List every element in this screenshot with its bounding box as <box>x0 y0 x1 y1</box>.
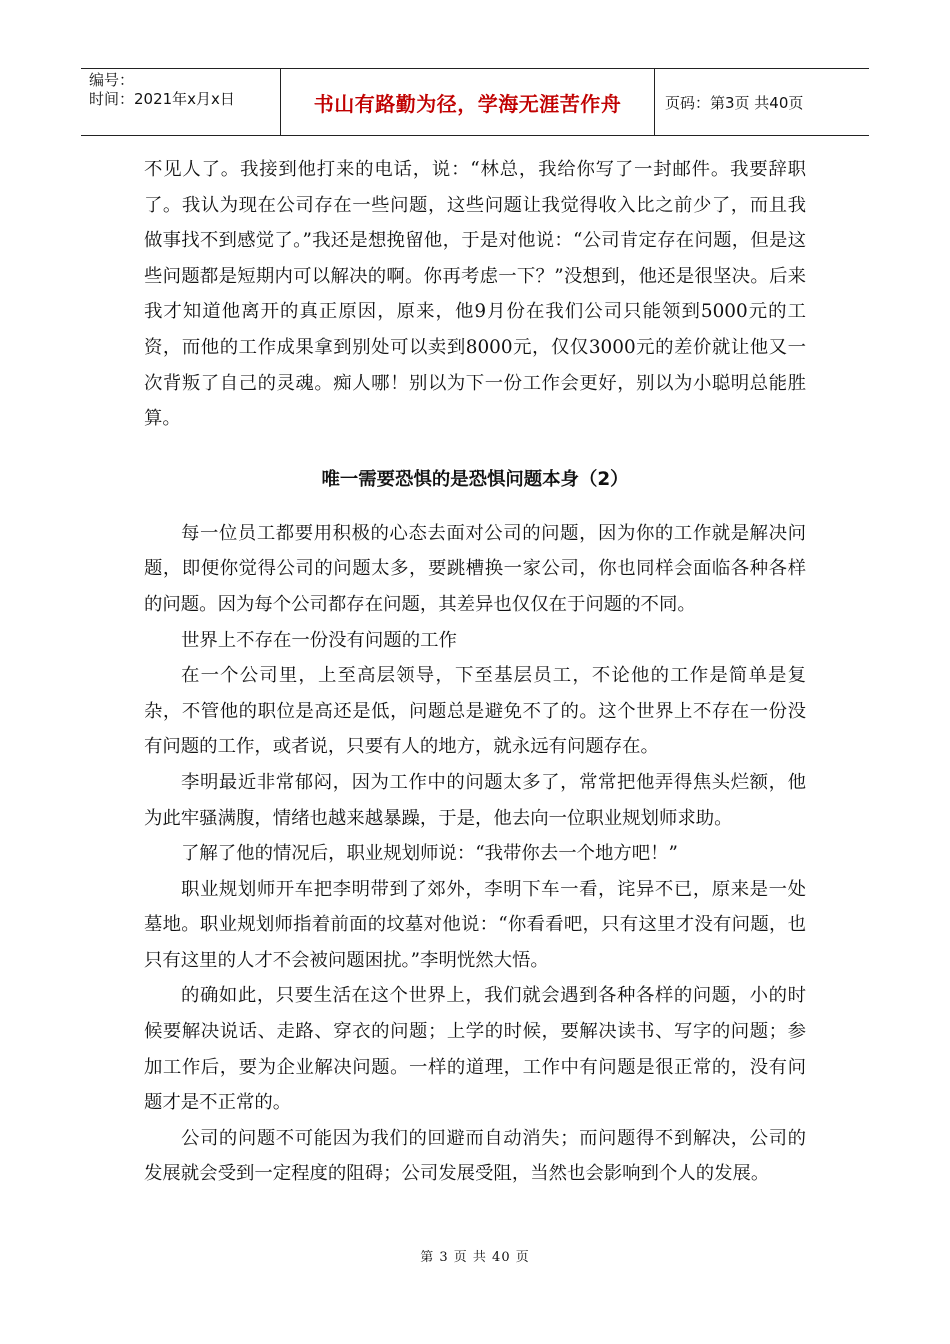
paragraph: 的确如此，只要生活在这个世界上，我们就会遇到各种各样的问题，小的时候要解决说话、走路、穿衣的问题；上学的时候，要解决读书、写字的问题；参加工作后，要为企业解决问题。一样的道理，工作中有问题是很正常的，没有问题才是不正常的。 <box>144 985 806 1114</box>
page-info: 页码：第3页 共40页 <box>665 93 804 112</box>
section-heading: 唯一需要恐惧的是恐惧问题本身（2） <box>321 468 629 490</box>
continued-paragraph: 不见人了。我接到他打来的电话，说：“林总，我给你写了一封邮件。我要辞职了。我认为现在公司存在一些问题，这些问题让我觉得收入比之前少了，而且我做事找不到感觉了。”我还是想挽留他，于是对他说：“公司肯定存在问题，但是这些问题都是短期内可以解决的啊。你再考虑一下？”没想到，他还是很坚决。后来我才知道他离开的真正原因，原来，他9月份在我们公司只能领到5000元的工资，而他的工作成果拿到别处可以卖到8000元，仅仅3000元的差价就让他又一次背叛了自己的灵魂。痴人哪！别以为下一份工作会更好，别以为小聪明总能胜算。 <box>144 159 806 430</box>
header-meta-cell <box>81 69 281 135</box>
paragraph: 职业规划师开车把李明带到了郊外，李明下车一看，诧异不已，原来是一处墓地。职业规划师指着前面的坟墓对他说：“你看看吧，只有这里才没有问题，也只有这里的人才不会被问题困扰。”李明恍然大悟。 <box>144 878 806 971</box>
page-header <box>81 68 869 136</box>
motto-text: 书山有路勤为径，学海无涯苦作舟 <box>313 91 622 116</box>
header-page-cell <box>655 69 869 135</box>
section-gap <box>144 437 806 449</box>
paragraph: 了解了他的情况后，职业规划师说：“我带你去一个地方吧！” <box>181 843 678 865</box>
document-body <box>144 152 806 1192</box>
header-motto-cell <box>281 69 655 135</box>
paragraph: 李明最近非常郁闷，因为工作中的问题太多了，常常把他弄得焦头烂额，他为此牢骚满腹，情绪也越来越暴躁，于是，他去向一位职业规划师求助。 <box>144 771 806 829</box>
paragraph: 每一位员工都要用积极的心态去面对公司的问题，因为你的工作就是解决问题，即便你觉得公司的问题太多，要跳槽换一家公司，你也同样会面临各种各样的问题。因为每个公司都存在问题，其差异也仅仅在于问题的不同。 <box>144 522 806 615</box>
paragraph: 在一个公司里，上至高层领导，下至基层员工，不论他的工作是简单是复杂，不管他的职位是高还是低，问题总是避免不了的。这个世界上不存在一份没有问题的工作，或者说，只要有人的地方，就永远有问题存在。 <box>144 665 806 758</box>
date-label: 时间：2021年x月x日 <box>89 90 235 108</box>
serial-number-label: 编号： <box>89 71 135 89</box>
page-footer <box>0 1246 950 1265</box>
subheading-paragraph: 世界上不存在一份没有问题的工作 <box>181 629 457 651</box>
footer-page-number: 第 3 页 共 40 页 <box>420 1250 530 1265</box>
paragraph: 公司的问题不可能因为我们的回避而自动消失；而问题得不到解决，公司的发展就会受到一定程度的阻碍；公司发展受阻，当然也会影响到个人的发展。 <box>144 1127 806 1185</box>
